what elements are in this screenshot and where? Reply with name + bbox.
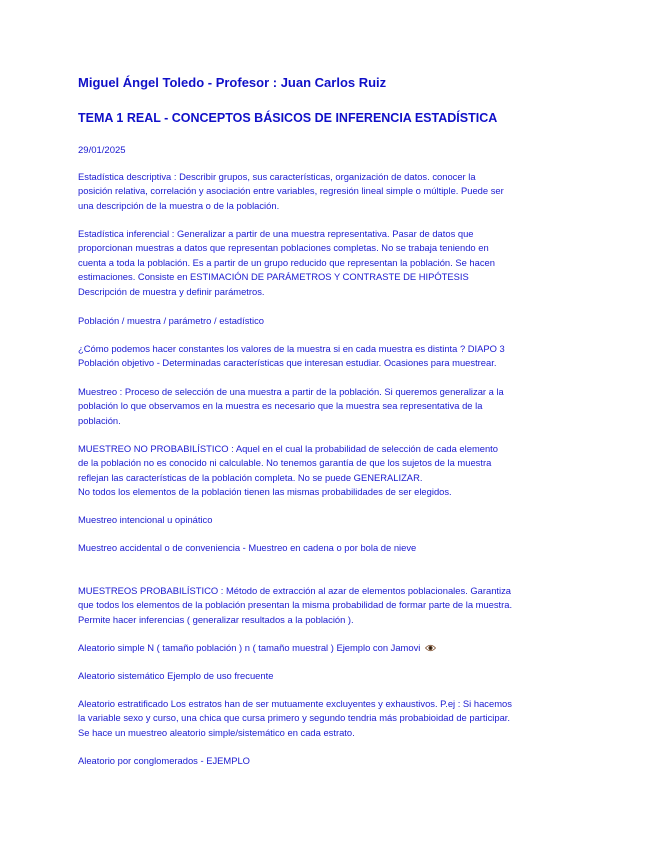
text-line — [78, 641, 578, 655]
text-line: Muestreo intencional u opinático — [78, 514, 213, 525]
text-line: población lo que observamos en la muestra es necesario que la muestra sea representativa de la — [78, 400, 483, 412]
paragraph-sistematico — [78, 669, 578, 683]
text-line: Aleatorio sistemático Ejemplo de uso frecuente — [78, 670, 274, 681]
text-line: de la población no es conocido ni calculable. No tenemos garantía de que los sujetos de la muestra — [78, 457, 492, 469]
text-line: Aleatorio por conglomerados - EJEMPLO — [78, 755, 250, 766]
eye-icon — [425, 642, 436, 650]
paragraph-intencional — [78, 513, 578, 527]
paragraph-probabilistico — [78, 584, 578, 627]
text-line: Población objetivo - Determinadas características que interesan estudiar. Ocasiones para muestrear. — [78, 357, 497, 369]
text-line: cuenta a toda la población. Es a partir de un grupo reducido que representan la población. Se hacen — [78, 256, 495, 268]
text-line: población. — [78, 414, 121, 426]
paragraph-conglomerados — [78, 754, 578, 768]
text-line: Estadística descriptiva : Describir grupos, sus características, organización de datos. conocer la — [78, 171, 476, 182]
document-date: 29/01/2025 — [78, 145, 126, 156]
paragraph-constantes — [78, 342, 578, 371]
paragraph-poblacion — [78, 314, 578, 328]
text-line: ¿Cómo podemos hacer constantes los valores de la muestra si en cada muestra es distinta ? DIAPO 3 — [78, 343, 505, 354]
text-line: MUESTREO NO PROBABILÍSTICO : Aquel en el cual la probabilidad de selección de cada elemento — [78, 443, 499, 454]
text-line: Se hace un muestreo aleatorio simple/sistemático en cada estrato. — [78, 726, 355, 738]
text-line: Estadística inferencial : Generalizar a partir de una muestra representativa. Pasar de datos que — [78, 228, 474, 239]
paragraph-inferencial — [78, 227, 578, 299]
text-line: una descripción de la muestra o de la población. — [78, 199, 280, 211]
paragraph-accidental — [78, 541, 578, 555]
text-line: No todos los elementos de la población tienen las mismas probabilidades de ser elegidos. — [78, 486, 452, 498]
paragraph-descriptiva — [78, 170, 578, 213]
text-line: estimaciones. Consiste en ESTIMACIÓN DE PARÁMETROS Y CONTRASTE DE HIPÓTESIS — [78, 271, 469, 283]
topic-heading: TEMA 1 REAL - CONCEPTOS BÁSICOS DE INFERENCIA ESTADÍSTICA — [78, 111, 498, 125]
aleatorio-simple-text: Aleatorio simple N ( tamaño población ) n ( tamaño muestral ) Ejemplo con Jamovi — [78, 642, 421, 653]
paragraph-muestreo — [78, 385, 578, 428]
text-line: Muestreo accidental o de conveniencia - Muestreo en cadena o por bola de nieve — [78, 542, 417, 553]
paragraph-aleatorio-simple — [78, 641, 578, 655]
text-line: la variable sexo y curso, una chica que cursa primero y segundo tendria más probabioidad de participar. — [78, 712, 511, 724]
text-line: MUESTREOS PROBABILÍSTICO : Método de extracción al azar de elementos poblacionales. Garantiza — [78, 585, 512, 596]
text-line: Descripción de muestra y definir parámetros. — [78, 285, 265, 297]
text-line: reflejan las características de la población completa. No se puede GENERALIZAR. — [78, 471, 423, 483]
author-heading: Miguel Ángel Toledo - Profesor : Juan Carlos Ruiz — [78, 75, 387, 90]
paragraph-no-probabilistico — [78, 442, 578, 500]
text-line: posición relativa, correlación y asociación entre variables, regresión lineal simple o múltiple. Puede ser — [78, 185, 504, 197]
text-line: Muestreo : Proceso de selección de una muestra a partir de la población. Si queremos generalizar a la — [78, 386, 504, 397]
text-line: proporcionan muestras a datos que representan poblaciones completas. No se trabaja teniendo en — [78, 242, 489, 254]
paragraph-estratificado — [78, 697, 578, 740]
text-line: Permite hacer inferencias ( generalizar resultados a la población ). — [78, 613, 354, 625]
text-line: Aleatorio estratificado Los estratos han de ser mutuamente excluyentes y exhaustivos. P.ej : Si hacemos — [78, 698, 512, 709]
text-line: que todos los elementos de la población presentan la misma probabilidad de formar parte de la muestra. — [78, 599, 513, 611]
text-line: Población / muestra / parámetro / estadístico — [78, 315, 265, 326]
